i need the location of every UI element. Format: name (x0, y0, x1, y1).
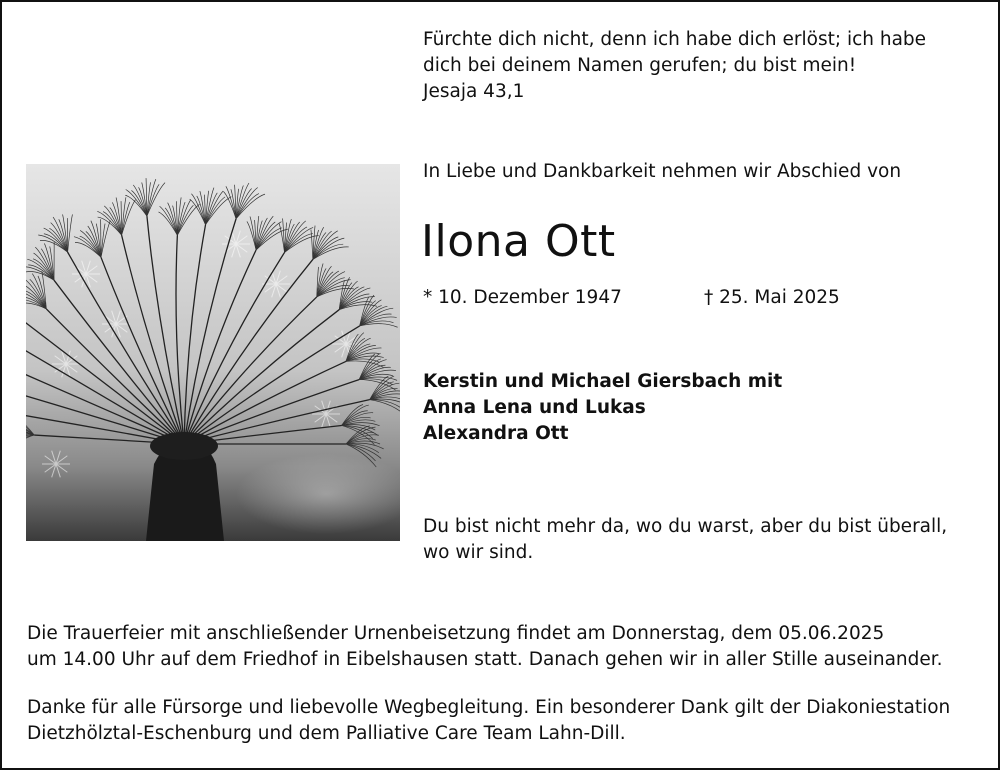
verse-reference: Jesaja 43,1 (423, 81, 525, 102)
bible-verse (423, 27, 951, 105)
farewell-intro: In Liebe und Dankbarkeit nehmen wir Abschied von (423, 161, 902, 182)
mourner-line: Alexandra Ott (423, 423, 569, 444)
mourner-line: Anna Lena und Lukas (423, 397, 646, 418)
verse-line: Fürchte dich nicht, denn ich habe dich erlöst; ich habe (423, 29, 927, 50)
death-date: † 25. Mai 2025 (704, 287, 840, 308)
mourner-line: Kerstin und Michael Giersbach mit (423, 371, 783, 392)
thanks-line: Danke für alle Fürsorge und liebevolle Wegbegleitung. Ein besonderer Dank gilt der Diakoniestation (27, 697, 951, 718)
memorial-quote (423, 514, 963, 566)
mourners-list (423, 369, 943, 447)
birth-date: * 10. Dezember 1947 (423, 287, 622, 308)
dandelion-photo (26, 164, 400, 541)
ceremony-line: um 14.00 Uhr auf dem Friedhof in Eibelshausen statt. Danach gehen wir in aller Stille auseinander. (27, 649, 943, 670)
ceremony-line: Die Trauerfeier mit anschließender Urnenbeisetzung findet am Donnerstag, dem 05.06.2025 (27, 623, 885, 644)
thanks-notice (27, 695, 967, 747)
ceremony-notice (27, 621, 967, 673)
deceased-name: Ilona Ott (421, 216, 616, 267)
verse-line: dich bei deinem Namen gerufen; du bist mein! (423, 55, 857, 76)
quote-line: wo wir sind. (423, 542, 534, 563)
quote-line: Du bist nicht mehr da, wo du warst, aber du bist überall, (423, 516, 948, 537)
thanks-line: Dietzhölztal-Eschenburg und dem Palliative Care Team Lahn-Dill. (27, 723, 626, 744)
